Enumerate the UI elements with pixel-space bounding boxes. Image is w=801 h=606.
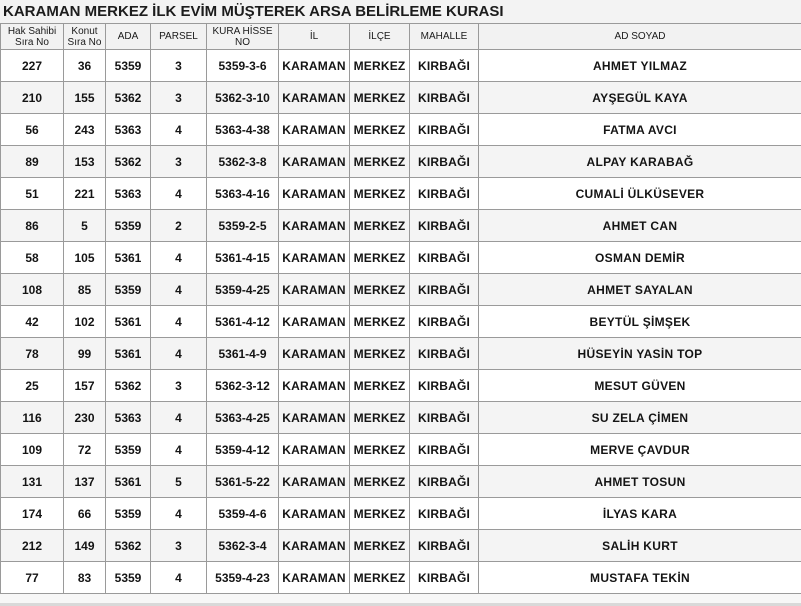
cell-konut-sira-no: 99 [64, 338, 106, 370]
cell-ilce: MERKEZ [350, 178, 410, 210]
cell-parsel: 2 [151, 210, 207, 242]
cell-mahalle: KIRBAĞI [410, 370, 479, 402]
cell-hak-sahibi-sira-no: 51 [1, 178, 64, 210]
cell-ad-soyad: FATMA AVCI [479, 114, 801, 146]
cell-mahalle: KIRBAĞI [410, 50, 479, 82]
cell-kura-hisse-no: 5362-3-8 [207, 146, 279, 178]
header-label-line: ADA [117, 31, 139, 42]
table-row [1, 530, 801, 562]
cell-hak-sahibi-sira-no: 86 [1, 210, 64, 242]
table-row [1, 178, 801, 210]
table-row [1, 274, 801, 306]
cell-mahalle: KIRBAĞI [410, 114, 479, 146]
cell-ada: 5362 [106, 530, 151, 562]
cell-kura-hisse-no: 5361-4-12 [207, 306, 279, 338]
table-row [1, 498, 801, 530]
cell-hak-sahibi-sira-no: 58 [1, 242, 64, 274]
cell-mahalle: KIRBAĞI [410, 178, 479, 210]
cell-konut-sira-no: 72 [64, 434, 106, 466]
cell-ad-soyad: AHMET CAN [479, 210, 801, 242]
cell-il: KARAMAN [279, 114, 350, 146]
cell-hak-sahibi-sira-no: 25 [1, 370, 64, 402]
cell-ad-soyad: SALİH KURT [479, 530, 801, 562]
draw-results-table [0, 23, 801, 594]
table-row [1, 434, 801, 466]
cell-kura-hisse-no: 5362-3-4 [207, 530, 279, 562]
cell-mahalle: KIRBAĞI [410, 242, 479, 274]
cell-hak-sahibi-sira-no: 77 [1, 562, 64, 594]
cell-il: KARAMAN [279, 210, 350, 242]
cell-parsel: 3 [151, 370, 207, 402]
cell-ilce: MERKEZ [350, 562, 410, 594]
table-row [1, 370, 801, 402]
cell-ada: 5359 [106, 434, 151, 466]
cell-hak-sahibi-sira-no: 109 [1, 434, 64, 466]
cell-kura-hisse-no: 5363-4-38 [207, 114, 279, 146]
cell-ad-soyad: SU ZELA ÇİMEN [479, 402, 801, 434]
cell-mahalle: KIRBAĞI [410, 210, 479, 242]
cell-mahalle: KIRBAĞI [410, 274, 479, 306]
cell-hak-sahibi-sira-no: 116 [1, 402, 64, 434]
cell-konut-sira-no: 36 [64, 50, 106, 82]
cell-il: KARAMAN [279, 242, 350, 274]
cell-ilce: MERKEZ [350, 466, 410, 498]
cell-mahalle: KIRBAĞI [410, 530, 479, 562]
cell-konut-sira-no: 102 [64, 306, 106, 338]
cell-ilce: MERKEZ [350, 114, 410, 146]
cell-parsel: 4 [151, 562, 207, 594]
col-header-ad-soyad [479, 24, 801, 50]
cell-ada: 5362 [106, 370, 151, 402]
header-label-line: PARSEL [159, 31, 198, 42]
table-row [1, 338, 801, 370]
cell-hak-sahibi-sira-no: 212 [1, 530, 64, 562]
cell-ada: 5362 [106, 146, 151, 178]
table-row [1, 210, 801, 242]
header-label-line: Sıra No [15, 36, 49, 48]
cell-kura-hisse-no: 5363-4-25 [207, 402, 279, 434]
header-label-line: AD SOYAD [614, 31, 666, 42]
cell-ada: 5362 [106, 82, 151, 114]
header-label-line: Sıra No [67, 36, 102, 48]
cell-ad-soyad: CUMALİ ÜLKÜSEVER [479, 178, 801, 210]
cell-parsel: 4 [151, 434, 207, 466]
cell-parsel: 3 [151, 50, 207, 82]
cell-ada: 5361 [106, 242, 151, 274]
table-row [1, 466, 801, 498]
cell-ad-soyad: MUSTAFA TEKİN [479, 562, 801, 594]
cell-kura-hisse-no: 5361-4-15 [207, 242, 279, 274]
cell-mahalle: KIRBAĞI [410, 146, 479, 178]
cell-ad-soyad: MERVE ÇAVDUR [479, 434, 801, 466]
col-header-ada [106, 24, 151, 50]
cell-parsel: 5 [151, 466, 207, 498]
cell-kura-hisse-no: 5363-4-16 [207, 178, 279, 210]
cell-ad-soyad: BEYTÜL ŞİMŞEK [479, 306, 801, 338]
cell-hak-sahibi-sira-no: 56 [1, 114, 64, 146]
cell-ad-soyad: ALPAY KARABAĞ [479, 146, 801, 178]
cell-il: KARAMAN [279, 82, 350, 114]
cell-mahalle: KIRBAĞI [410, 434, 479, 466]
page-title: KARAMAN MERKEZ İLK EVİM MÜŞTEREK ARSA BELİRLEME KURASI [0, 0, 801, 23]
cell-konut-sira-no: 155 [64, 82, 106, 114]
cell-ilce: MERKEZ [350, 274, 410, 306]
cell-ilce: MERKEZ [350, 434, 410, 466]
cell-ilce: MERKEZ [350, 242, 410, 274]
table-body [1, 50, 801, 594]
header-label-line: NO [235, 36, 250, 48]
cell-kura-hisse-no: 5359-4-23 [207, 562, 279, 594]
cell-mahalle: KIRBAĞI [410, 466, 479, 498]
cell-mahalle: KIRBAĞI [410, 306, 479, 338]
cell-parsel: 4 [151, 498, 207, 530]
cell-ada: 5361 [106, 338, 151, 370]
cell-konut-sira-no: 137 [64, 466, 106, 498]
col-header-parsel [151, 24, 207, 50]
cell-il: KARAMAN [279, 274, 350, 306]
cell-il: KARAMAN [279, 466, 350, 498]
cell-parsel: 3 [151, 146, 207, 178]
cell-ada: 5361 [106, 466, 151, 498]
cell-il: KARAMAN [279, 402, 350, 434]
cell-ad-soyad: MESUT GÜVEN [479, 370, 801, 402]
header-label-line: Konut [71, 25, 98, 37]
cell-ada: 5363 [106, 402, 151, 434]
cell-kura-hisse-no: 5362-3-10 [207, 82, 279, 114]
cell-ilce: MERKEZ [350, 530, 410, 562]
header-label-line: İL [309, 31, 319, 42]
col-header-kura-hisse-no [207, 24, 279, 50]
cell-konut-sira-no: 230 [64, 402, 106, 434]
cell-ad-soyad: AHMET SAYALAN [479, 274, 801, 306]
table-header-row [1, 24, 801, 50]
cell-ada: 5359 [106, 498, 151, 530]
table-row [1, 114, 801, 146]
cell-hak-sahibi-sira-no: 131 [1, 466, 64, 498]
cell-mahalle: KIRBAĞI [410, 402, 479, 434]
cell-kura-hisse-no: 5359-4-25 [207, 274, 279, 306]
cell-ad-soyad: OSMAN DEMİR [479, 242, 801, 274]
table-row [1, 242, 801, 274]
cell-konut-sira-no: 243 [64, 114, 106, 146]
cell-ad-soyad: HÜSEYİN YASİN TOP [479, 338, 801, 370]
table-row [1, 306, 801, 338]
cell-il: KARAMAN [279, 562, 350, 594]
table-row [1, 402, 801, 434]
table-row [1, 562, 801, 594]
cell-ada: 5363 [106, 178, 151, 210]
cell-parsel: 3 [151, 82, 207, 114]
cell-ilce: MERKEZ [350, 338, 410, 370]
cell-parsel: 4 [151, 274, 207, 306]
cell-il: KARAMAN [279, 338, 350, 370]
cell-ada: 5359 [106, 562, 151, 594]
cell-parsel: 4 [151, 402, 207, 434]
cell-il: KARAMAN [279, 50, 350, 82]
cell-ad-soyad: AHMET TOSUN [479, 466, 801, 498]
cell-ada: 5359 [106, 50, 151, 82]
cell-hak-sahibi-sira-no: 174 [1, 498, 64, 530]
cell-konut-sira-no: 149 [64, 530, 106, 562]
header-label-line: Hak Sahibi [7, 25, 57, 37]
cell-parsel: 4 [151, 338, 207, 370]
header-label-line: MAHALLE [420, 31, 468, 42]
cell-mahalle: KIRBAĞI [410, 562, 479, 594]
cell-il: KARAMAN [279, 306, 350, 338]
cell-konut-sira-no: 105 [64, 242, 106, 274]
cell-ilce: MERKEZ [350, 82, 410, 114]
cell-kura-hisse-no: 5361-5-22 [207, 466, 279, 498]
cell-mahalle: KIRBAĞI [410, 338, 479, 370]
cell-kura-hisse-no: 5359-4-6 [207, 498, 279, 530]
col-header-il [279, 24, 350, 50]
header-label-line: İLÇE [368, 31, 391, 42]
col-header-ilce [350, 24, 410, 50]
col-header-hak-sahibi-sira-no [1, 24, 64, 50]
cell-kura-hisse-no: 5361-4-9 [207, 338, 279, 370]
cell-parsel: 4 [151, 178, 207, 210]
cell-il: KARAMAN [279, 530, 350, 562]
cell-il: KARAMAN [279, 498, 350, 530]
cell-hak-sahibi-sira-no: 108 [1, 274, 64, 306]
cell-kura-hisse-no: 5359-2-5 [207, 210, 279, 242]
cell-ad-soyad: İLYAS KARA [479, 498, 801, 530]
col-header-konut-sira-no [64, 24, 106, 50]
table-row [1, 82, 801, 114]
cell-kura-hisse-no: 5359-4-12 [207, 434, 279, 466]
cell-parsel: 3 [151, 530, 207, 562]
cell-hak-sahibi-sira-no: 210 [1, 82, 64, 114]
table-row [1, 50, 801, 82]
cell-hak-sahibi-sira-no: 227 [1, 50, 64, 82]
cell-konut-sira-no: 85 [64, 274, 106, 306]
cell-ilce: MERKEZ [350, 306, 410, 338]
cell-ad-soyad: AYŞEGÜL KAYA [479, 82, 801, 114]
cell-ada: 5361 [106, 306, 151, 338]
cell-konut-sira-no: 5 [64, 210, 106, 242]
cell-konut-sira-no: 83 [64, 562, 106, 594]
cell-parsel: 4 [151, 306, 207, 338]
cell-hak-sahibi-sira-no: 89 [1, 146, 64, 178]
cell-ilce: MERKEZ [350, 146, 410, 178]
cell-hak-sahibi-sira-no: 42 [1, 306, 64, 338]
cell-konut-sira-no: 66 [64, 498, 106, 530]
cell-ilce: MERKEZ [350, 210, 410, 242]
cell-il: KARAMAN [279, 146, 350, 178]
cell-ada: 5359 [106, 274, 151, 306]
cell-ilce: MERKEZ [350, 402, 410, 434]
cell-il: KARAMAN [279, 178, 350, 210]
cell-hak-sahibi-sira-no: 78 [1, 338, 64, 370]
cell-parsel: 4 [151, 114, 207, 146]
cell-konut-sira-no: 157 [64, 370, 106, 402]
cell-ada: 5363 [106, 114, 151, 146]
table-row [1, 146, 801, 178]
cell-ada: 5359 [106, 210, 151, 242]
cell-mahalle: KIRBAĞI [410, 82, 479, 114]
cell-il: KARAMAN [279, 370, 350, 402]
cell-ilce: MERKEZ [350, 498, 410, 530]
cell-kura-hisse-no: 5362-3-12 [207, 370, 279, 402]
header-label-line: KURA HİSSE [212, 25, 273, 37]
cell-kura-hisse-no: 5359-3-6 [207, 50, 279, 82]
cell-ilce: MERKEZ [350, 50, 410, 82]
cell-il: KARAMAN [279, 434, 350, 466]
cell-konut-sira-no: 153 [64, 146, 106, 178]
cell-parsel: 4 [151, 242, 207, 274]
cell-ad-soyad: AHMET YILMAZ [479, 50, 801, 82]
col-header-mahalle [410, 24, 479, 50]
cell-ilce: MERKEZ [350, 370, 410, 402]
cell-konut-sira-no: 221 [64, 178, 106, 210]
cell-mahalle: KIRBAĞI [410, 498, 479, 530]
